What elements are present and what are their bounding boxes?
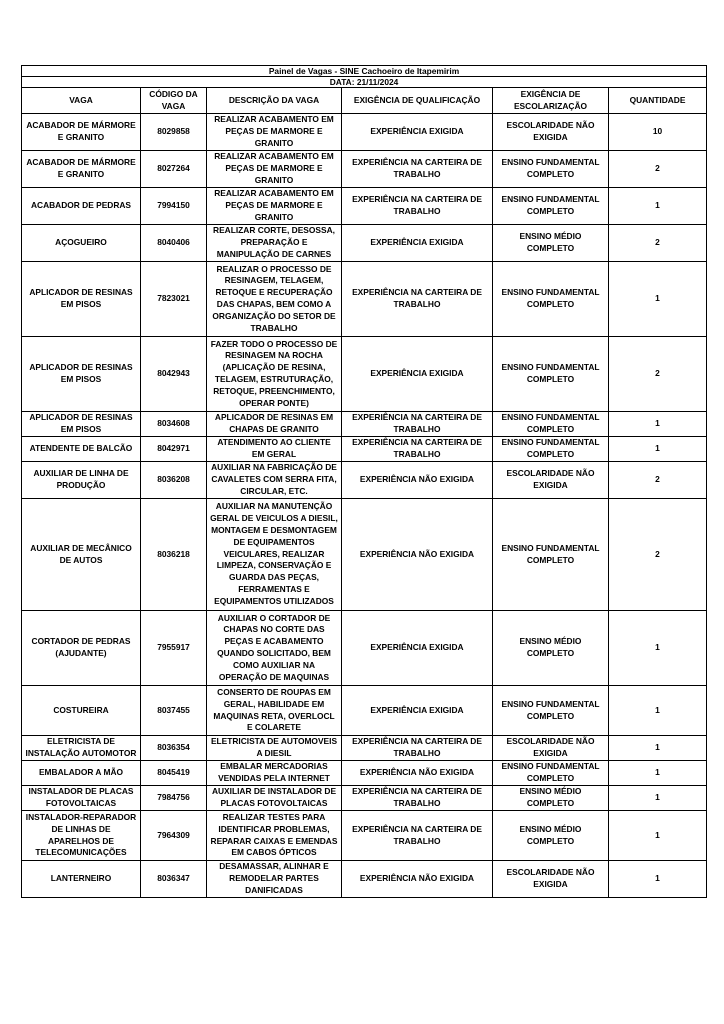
cell-quantidade: 1 xyxy=(609,736,707,761)
cell-codigo: 7984756 xyxy=(141,786,207,811)
cell-quantidade: 10 xyxy=(609,114,707,151)
cell-descricao: CONSERTO DE ROUPAS EM GERAL, HABILIDADE EM MAQUINAS RETA, OVERLOCL E COLARETE xyxy=(207,686,342,736)
cell-escolarizacao: ENSINO MÉDIO COMPLETO xyxy=(493,811,609,861)
cell-vaga: INSTALADOR-REPARADOR DE LINHAS DE APARELHOS DE TELECOMUNICAÇÕES xyxy=(22,811,141,861)
cell-vaga: APLICADOR DE RESINAS EM PISOS xyxy=(22,412,141,437)
cell-codigo: 8029858 xyxy=(141,114,207,151)
cell-quantidade: 1 xyxy=(609,262,707,337)
column-header-descricao: DESCRIÇÃO DA VAGA xyxy=(207,88,342,114)
cell-quantidade: 1 xyxy=(609,412,707,437)
cell-descricao: REALIZAR ACABAMENTO EM PEÇAS DE MARMORE E GRANITO xyxy=(207,114,342,151)
cell-codigo: 7964309 xyxy=(141,811,207,861)
table-row xyxy=(22,462,707,499)
cell-escolarizacao: ENSINO FUNDAMENTAL COMPLETO xyxy=(493,151,609,188)
cell-descricao: FAZER TODO O PROCESSO DE RESINAGEM NA ROCHA (APLICAÇÃO DE RESINA, TELAGEM, ESTRUTURAÇÃO, RETOQUE, PREENCHIMENTO, OPERAR PONTE) xyxy=(207,337,342,412)
table-row xyxy=(22,611,707,686)
cell-descricao: AUXILIAR NA MANUTENÇÃO GERAL DE VEICULOS A DIESIL, MONTAGEM E DESMONTAGEM DE EQUIPAMENTOS VEICULARES, REALIZAR LIMPEZA, CONSERVAÇÃO E GUARDA DAS PEÇAS, FERRAMENTAS E EQUIPAMENTOS UTILIZADOS xyxy=(207,499,342,611)
cell-qualificacao: EXPERIÊNCIA EXIGIDA xyxy=(342,686,493,736)
cell-qualificacao: EXPERIÊNCIA NA CARTEIRA DE TRABALHO xyxy=(342,736,493,761)
cell-vaga: AUXILIAR DE MECÂNICO DE AUTOS xyxy=(22,499,141,611)
cell-codigo: 8027264 xyxy=(141,151,207,188)
cell-descricao: ELETRICISTA DE AUTOMOVEIS A DIESIL xyxy=(207,736,342,761)
cell-vaga: COSTUREIRA xyxy=(22,686,141,736)
cell-vaga: AÇOGUEIRO xyxy=(22,225,141,262)
table-row xyxy=(22,114,707,151)
cell-quantidade: 1 xyxy=(609,188,707,225)
table-row xyxy=(22,188,707,225)
cell-vaga: CORTADOR DE PEDRAS (AJUDANTE) xyxy=(22,611,141,686)
cell-vaga: ACABADOR DE MÁRMORE E GRANITO xyxy=(22,114,141,151)
table-row xyxy=(22,437,707,462)
cell-escolarizacao: ENSINO FUNDAMENTAL COMPLETO xyxy=(493,437,609,462)
cell-quantidade: 2 xyxy=(609,499,707,611)
cell-codigo: 7994150 xyxy=(141,188,207,225)
cell-escolarizacao: ENSINO FUNDAMENTAL COMPLETO xyxy=(493,499,609,611)
cell-qualificacao: EXPERIÊNCIA NA CARTEIRA DE TRABALHO xyxy=(342,811,493,861)
cell-descricao: ATENDIMENTO AO CLIENTE EM GERAL xyxy=(207,437,342,462)
job-vacancies-table xyxy=(21,65,707,898)
cell-codigo: 8040406 xyxy=(141,225,207,262)
table-row xyxy=(22,499,707,611)
table-row xyxy=(22,686,707,736)
cell-escolarizacao: ESCOLARIDADE NÃO EXIGIDA xyxy=(493,861,609,898)
cell-codigo: 8036218 xyxy=(141,499,207,611)
cell-descricao: DESAMASSAR, ALINHAR E REMODELAR PARTES DANIFICADAS xyxy=(207,861,342,898)
cell-vaga: APLICADOR DE RESINAS EM PISOS xyxy=(22,262,141,337)
cell-qualificacao: EXPERIÊNCIA NA CARTEIRA DE TRABALHO xyxy=(342,786,493,811)
cell-codigo: 7955917 xyxy=(141,611,207,686)
cell-qualificacao: EXPERIÊNCIA NÃO EXIGIDA xyxy=(342,861,493,898)
cell-qualificacao: EXPERIÊNCIA NÃO EXIGIDA xyxy=(342,462,493,499)
cell-descricao: AUXILIAR O CORTADOR DE CHAPAS NO CORTE DAS PEÇAS E ACABAMENTO QUANDO SOLICITADO, BEM COMO AUXILIAR NA OPERAÇÃO DE MAQUINAS xyxy=(207,611,342,686)
cell-quantidade: 2 xyxy=(609,225,707,262)
cell-qualificacao: EXPERIÊNCIA NA CARTEIRA DE TRABALHO xyxy=(342,188,493,225)
cell-vaga: AUXILIAR DE LINHA DE PRODUÇÃO xyxy=(22,462,141,499)
cell-quantidade: 1 xyxy=(609,811,707,861)
cell-descricao: AUXILIAR DE INSTALADOR DE PLACAS FOTOVOLTAICAS xyxy=(207,786,342,811)
cell-quantidade: 1 xyxy=(609,437,707,462)
cell-descricao: EMBALAR MERCADORIAS VENDIDAS PELA INTERNET xyxy=(207,761,342,786)
cell-vaga: EMBALADOR A MÃO xyxy=(22,761,141,786)
cell-codigo: 7823021 xyxy=(141,262,207,337)
cell-escolarizacao: ENSINO FUNDAMENTAL COMPLETO xyxy=(493,686,609,736)
column-header-vaga: VAGA xyxy=(22,88,141,114)
cell-escolarizacao: ENSINO MÉDIO COMPLETO xyxy=(493,786,609,811)
cell-descricao: AUXILIAR NA FABRICAÇÃO DE CAVALETES COM SERRA FITA, CIRCULAR, ETC. xyxy=(207,462,342,499)
cell-codigo: 8036208 xyxy=(141,462,207,499)
cell-escolarizacao: ENSINO MÉDIO COMPLETO xyxy=(493,611,609,686)
cell-escolarizacao: ESCOLARIDADE NÃO EXIGIDA xyxy=(493,462,609,499)
table-row xyxy=(22,861,707,898)
cell-vaga: ACABADOR DE MÁRMORE E GRANITO xyxy=(22,151,141,188)
cell-escolarizacao: ENSINO FUNDAMENTAL COMPLETO xyxy=(493,412,609,437)
cell-quantidade: 2 xyxy=(609,337,707,412)
cell-escolarizacao: ENSINO FUNDAMENTAL COMPLETO xyxy=(493,262,609,337)
cell-escolarizacao: ESCOLARIDADE NÃO EXIGIDA xyxy=(493,114,609,151)
cell-codigo: 8042943 xyxy=(141,337,207,412)
cell-qualificacao: EXPERIÊNCIA NÃO EXIGIDA xyxy=(342,499,493,611)
cell-codigo: 8045419 xyxy=(141,761,207,786)
column-header-codigo: CÓDIGO DA VAGA xyxy=(141,88,207,114)
cell-quantidade: 1 xyxy=(609,786,707,811)
cell-descricao: APLICADOR DE RESINAS EM CHAPAS DE GRANITO xyxy=(207,412,342,437)
cell-descricao: REALIZAR ACABAMENTO EM PEÇAS DE MARMORE E GRANITO xyxy=(207,151,342,188)
column-header-qualificacao: EXIGÊNCIA DE QUALIFICAÇÃO xyxy=(342,88,493,114)
cell-qualificacao: EXPERIÊNCIA EXIGIDA xyxy=(342,611,493,686)
cell-qualificacao: EXPERIÊNCIA NA CARTEIRA DE TRABALHO xyxy=(342,262,493,337)
cell-descricao: REALIZAR ACABAMENTO EM PEÇAS DE MARMORE E GRANITO xyxy=(207,188,342,225)
column-header-quantidade: QUANTIDADE xyxy=(609,88,707,114)
table-row xyxy=(22,412,707,437)
cell-quantidade: 1 xyxy=(609,761,707,786)
table-row xyxy=(22,337,707,412)
panel-date: DATA: 21/11/2024 xyxy=(22,77,707,88)
cell-escolarizacao: ENSINO MÉDIO COMPLETO xyxy=(493,225,609,262)
table-body xyxy=(22,114,707,898)
cell-descricao: REALIZAR CORTE, DESOSSA, PREPARAÇÃO E MANIPULAÇÃO DE CARNES xyxy=(207,225,342,262)
cell-codigo: 8034608 xyxy=(141,412,207,437)
cell-codigo: 8037455 xyxy=(141,686,207,736)
cell-vaga: ELETRICISTA DE INSTALAÇÃO AUTOMOTOR xyxy=(22,736,141,761)
cell-qualificacao: EXPERIÊNCIA NA CARTEIRA DE TRABALHO xyxy=(342,412,493,437)
table-row xyxy=(22,225,707,262)
cell-vaga: ACABADOR DE PEDRAS xyxy=(22,188,141,225)
table-row xyxy=(22,262,707,337)
cell-quantidade: 1 xyxy=(609,686,707,736)
cell-qualificacao: EXPERIÊNCIA EXIGIDA xyxy=(342,114,493,151)
cell-vaga: APLICADOR DE RESINAS EM PISOS xyxy=(22,337,141,412)
table-row xyxy=(22,811,707,861)
cell-vaga: INSTALADOR DE PLACAS FOTOVOLTAICAS xyxy=(22,786,141,811)
cell-quantidade: 2 xyxy=(609,151,707,188)
column-header-escolarizacao: EXIGÊNCIA DE ESCOLARIZAÇÃO xyxy=(493,88,609,114)
table-row xyxy=(22,736,707,761)
cell-descricao: REALIZAR TESTES PARA IDENTIFICAR PROBLEMAS, REPARAR CAIXAS E EMENDAS EM CABOS ÓPTICOS xyxy=(207,811,342,861)
table-row xyxy=(22,151,707,188)
cell-descricao: REALIZAR O PROCESSO DE RESINAGEM, TELAGEM, RETOQUE E RECUPERAÇÃO DAS CHAPAS, BEM COMO A ORGANIZAÇÃO DO SETOR DE TRABALHO xyxy=(207,262,342,337)
cell-vaga: ATENDENTE DE BALCÃO xyxy=(22,437,141,462)
cell-escolarizacao: ESCOLARIDADE NÃO EXIGIDA xyxy=(493,736,609,761)
cell-quantidade: 1 xyxy=(609,611,707,686)
cell-codigo: 8042971 xyxy=(141,437,207,462)
cell-codigo: 8036347 xyxy=(141,861,207,898)
cell-qualificacao: EXPERIÊNCIA NA CARTEIRA DE TRABALHO xyxy=(342,437,493,462)
cell-qualificacao: EXPERIÊNCIA EXIGIDA xyxy=(342,337,493,412)
panel-title: Painel de Vagas - SINE Cachoeiro de Itapemirim xyxy=(22,66,707,77)
cell-quantidade: 1 xyxy=(609,861,707,898)
cell-escolarizacao: ENSINO FUNDAMENTAL COMPLETO xyxy=(493,761,609,786)
cell-qualificacao: EXPERIÊNCIA NA CARTEIRA DE TRABALHO xyxy=(342,151,493,188)
table-row xyxy=(22,786,707,811)
cell-qualificacao: EXPERIÊNCIA NÃO EXIGIDA xyxy=(342,761,493,786)
cell-quantidade: 2 xyxy=(609,462,707,499)
cell-escolarizacao: ENSINO FUNDAMENTAL COMPLETO xyxy=(493,188,609,225)
table-row xyxy=(22,761,707,786)
cell-vaga: LANTERNEIRO xyxy=(22,861,141,898)
cell-codigo: 8036354 xyxy=(141,736,207,761)
cell-escolarizacao: ENSINO FUNDAMENTAL COMPLETO xyxy=(493,337,609,412)
cell-qualificacao: EXPERIÊNCIA EXIGIDA xyxy=(342,225,493,262)
